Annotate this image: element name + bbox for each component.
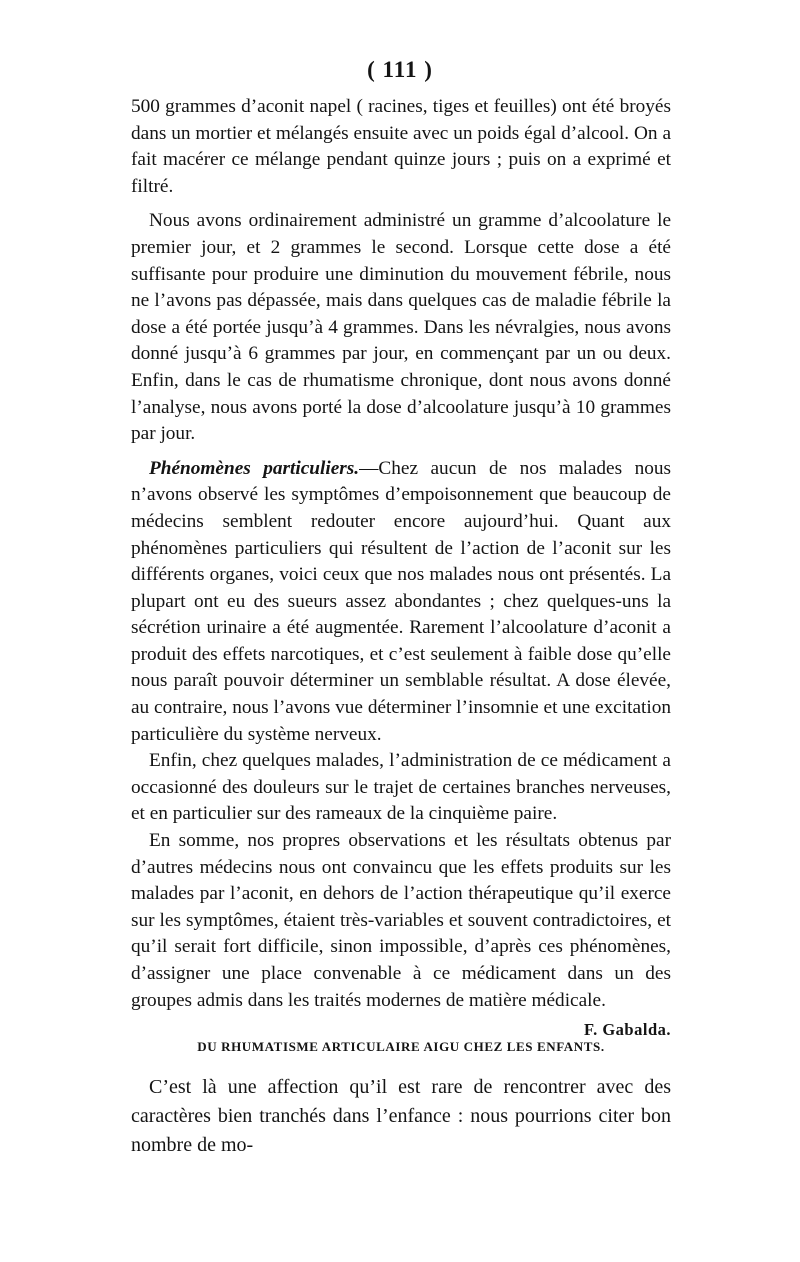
next-article-title: DU RHUMATISME ARTICULAIRE AIGU CHEZ LES ENFANTS.	[197, 1039, 605, 1054]
author-signature: F. Gabalda.	[584, 1020, 671, 1040]
phenomena-text: —Chez aucun de nos malades nous n’avons observé les symptômes d’empoisonnement que beaucoup de médecins semblent redouter encore aujourd’hui. Quant aux phénomènes particuliers qui résultent de l’action de l’aconit sur les différents organes, voici ceux que nos malades nous ont présentés. La plupart ont eu des sueurs assez abondantes ; chez quelques-uns la sécrétion urinaire a été augmentée. Rarement l’alcoolature d’aconit a produit des effets narcotiques, et c’est seulement à faible dose qu’elle nous paraît pouvoir déterminer un semblable résultat. A dose élevée, au contraire, nous l’avons vue déterminer l’insomnie et une excitation particulière du système nerveux.	[131, 457, 671, 745]
next-article-opening: C’est là une affection qu’il est rare de rencontrer avec des caractères bien tranchés dans l’enfance : nous pourrions citer bon nombre de mo-	[131, 1076, 671, 1156]
article-continuation	[131, 94, 671, 1040]
paragraph-preparation: 500 grammes d’aconit napel ( racines, tiges et feuilles) ont été broyés dans un mortier et mélangés ensuite avec un poids égal d’alcool. On a fait macérer ce mélange pendant quinze jours ; puis on a exprimé et filtré.	[131, 96, 671, 197]
paragraph-phenomena	[131, 456, 671, 749]
paragraph-dosage: Nous avons ordinairement administré un gramme d’alcoolature le premier jour, et 2 grammes le second. Lorsque cette dose a été suffisante pour produire une diminution du mouvement fébrile, nous ne l’avons pas dépassée, mais dans quelques cas de maladie fébrile la dose a été portée jusqu’à 4 grammes. Dans les névralgies, nous avons donné jusqu’à 6 grammes par jour, en commençant par un ou deux. Enfin, dans le cas de rhumatisme chronique, dont nous avons donné l’analyse, nous avons porté la dose d’alcoolature jusqu’à 10 grammes par jour.	[131, 210, 671, 445]
page-number: ( 111 )	[367, 57, 433, 82]
next-article-body	[131, 1073, 671, 1160]
paragraph-side-effects: Enfin, chez quelques malades, l’administration de ce médicament a occasionné des douleurs sur le trajet de certaines branches nerveuses, et en particulier sur des rameaux de la cinquième paire.	[131, 750, 671, 825]
paragraph-conclusion: En somme, nos propres observations et les résultats obtenus par d’autres médecins nous ont convaincu que les effets produits sur les malades par l’aconit, en dehors de l’action thérapeutique qu’il exerce sur les symptômes, étaient très-variables et souvent contradictoires, et qu’il serait fort difficile, sinon impossible, d’après ces phénomènes, d’assigner une place convenable à ce médicament dans un des groupes admis dans les traités modernes de matière médicale.	[131, 830, 671, 1011]
section-lead-heading: Phénomènes particuliers.	[149, 457, 360, 479]
